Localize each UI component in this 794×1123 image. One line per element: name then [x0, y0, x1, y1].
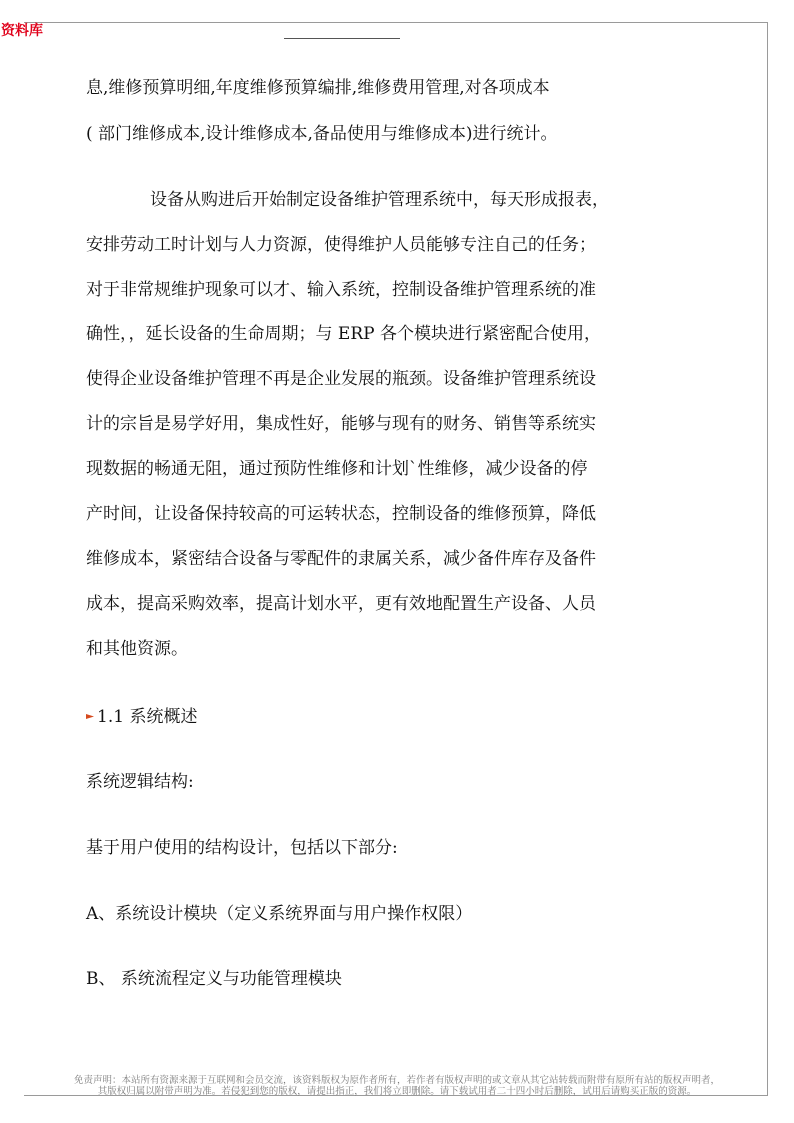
paragraph-line: 成本，提高采购效率，提高计划水平，更有效地配置生产设备、人员: [86, 594, 596, 614]
intro-text: 基于用户使用的结构设计，包括以下部分:: [86, 838, 398, 858]
disclaimer-line-1: 免责声明：本站所有资源来源于互联网和会员交流，该资料版权为原作者所有，若作者有版权声明的或文章从其它站转载而附带有原所有站的版权声明者，: [73, 1075, 720, 1086]
paragraph-line: 计的宗旨是易学好用，集成性好，能够与现有的财务、销售等系统实: [86, 414, 596, 434]
paragraph-line: 维修成本，紧密结合设备与零配件的隶属关系，减少备件库存及备件: [86, 549, 596, 569]
text-line-1: 息,维修预算明细,年度维修预算编排,维修费用管理,对各项成本: [86, 78, 550, 98]
paragraph-line: 安排劳动工时计划与人力资源，使得维护人员能够专注自己的任务；: [86, 235, 596, 255]
paragraph-line: 产时间，让设备保持较高的可运转状态，控制设备的维修预算，降低: [86, 504, 596, 524]
header-rule: [284, 38, 400, 39]
logic-structure-title: 系统逻辑结构:: [86, 772, 194, 792]
paragraph-line: 对于非常规维护现象可以才、输入系统，控制设备维护管理系统的准: [86, 280, 596, 300]
site-logo: 资料库: [1, 23, 43, 39]
list-item-a: A、系统设计模块（定义系统界面与用户操作权限）: [86, 904, 473, 924]
list-item-b: B、 系统流程定义与功能管理模块: [86, 969, 342, 989]
paragraph-line: 设备从购进后开始制定设备维护管理系统中，每天形成报表，: [150, 190, 609, 210]
text-line-2: ( 部门维修成本,设计维修成本,备品使用与维修成本)进行统计。: [86, 124, 558, 144]
disclaimer-line-2: 其版权归属以附带声明为准。若侵犯到您的版权，请提出指正，我们将立即删除。请下载试用者二十四小时后删除，试用后请购买正版的资源。: [97, 1086, 697, 1097]
paragraph-line: 确性，，延长设备的生命周期；与 ERP 各个模块进行紧密配合使用，: [86, 324, 601, 344]
paragraph-line: 使得企业设备维护管理不再是企业发展的瓶颈。设备维护管理系统设: [86, 369, 596, 389]
section-heading: 1.1 系统概述: [97, 707, 198, 727]
paragraph-line: 现数据的畅通无阻，通过预防性维修和计划`性维修，减少设备的停: [86, 459, 588, 479]
paragraph-line: 和其他资源。: [86, 639, 188, 659]
